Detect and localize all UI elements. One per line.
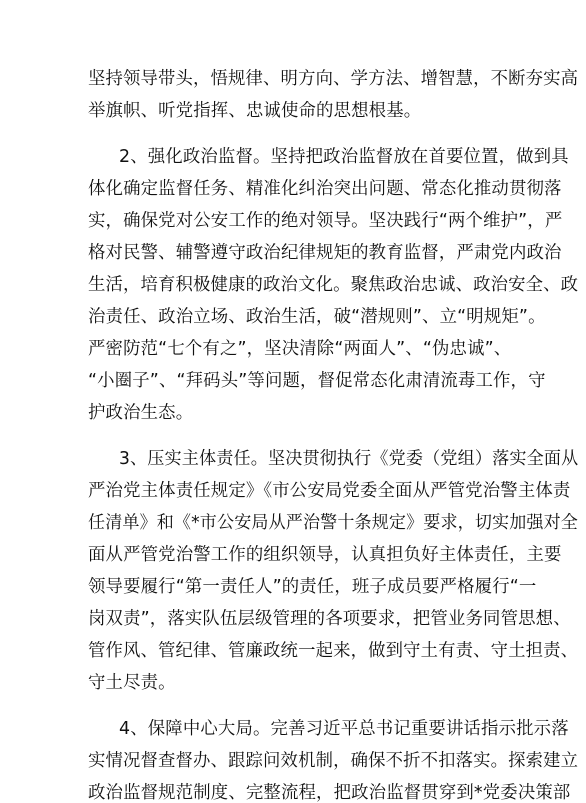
text-line: “小圈子”、“拜码头”等问题，督促常态化肃清流毒工作，守 bbox=[88, 371, 546, 391]
text-line: 4、保障中心大局。完善习近平总书记重要讲话指示批示落 bbox=[119, 719, 569, 739]
text-line: 严治党主体责任规定》《市公安局党委全面从严管党治警主体责 bbox=[88, 481, 571, 501]
text-line: 实情况督查督办、跟踪问效机制，确保不折不扣落实。探索建立 bbox=[88, 751, 579, 771]
text-line: 管作风、管纪律、管廉政统一起来，做到守土有责、守土担责、 bbox=[88, 641, 579, 661]
text-line: 实，确保党对公安工作的绝对领导。坚决践行“两个维护”，严 bbox=[88, 211, 563, 231]
text-line: 2、强化政治监督。坚持把政治监督放在首要位置，做到具 bbox=[119, 147, 569, 167]
text-line: 严密防范“七个有之”，坚决清除“两面人”、“伪忠诚”、 bbox=[88, 339, 512, 359]
text-line: 治责任、政治立场、政治生活，破“潜规则”、立“明规矩”。 bbox=[88, 307, 546, 327]
text-line: 领导要履行“第一责任人”的责任，班子成员要严格履行“一 bbox=[88, 577, 537, 597]
text-line: 生活，培育积极健康的政治文化。聚焦政治忠诚、政治安全、政 bbox=[88, 275, 579, 295]
text-line: 任清单》和《*市公安局从严治警十条规定》要求，切实加强对全 bbox=[88, 513, 578, 533]
text-line: 格对民警、辅警遵守政治纪律规矩的教育监督，严肃党内政治 bbox=[88, 243, 562, 263]
text-line: 政治监督规范制度、完整流程，把政治监督贯穿到*党委决策部 bbox=[88, 783, 571, 803]
text-line: 护政治生态。 bbox=[88, 403, 194, 423]
text-line: 坚持领导带头，悟规律、明方向、学方法、增智慧，不断夯实高 bbox=[88, 69, 579, 89]
text-line: 守土尽责。 bbox=[88, 673, 176, 693]
text-line: 岗双责”，落实队伍层级管理的各项要求，把管业务同管思想、 bbox=[88, 609, 571, 629]
text-line: 3、压实主体责任。坚决贯彻执行《党委（党组）落实全面从 bbox=[119, 449, 579, 469]
text-line: 体化确定监督任务、精准化纠治突出问题、常态化推动贯彻落 bbox=[88, 179, 562, 199]
text-line: 面从严管党治警工作的组织领导，认真担负好主体责任，主要 bbox=[88, 545, 562, 565]
text-line: 举旗帜、听党指挥、忠诚使命的思想根基。 bbox=[88, 101, 422, 121]
